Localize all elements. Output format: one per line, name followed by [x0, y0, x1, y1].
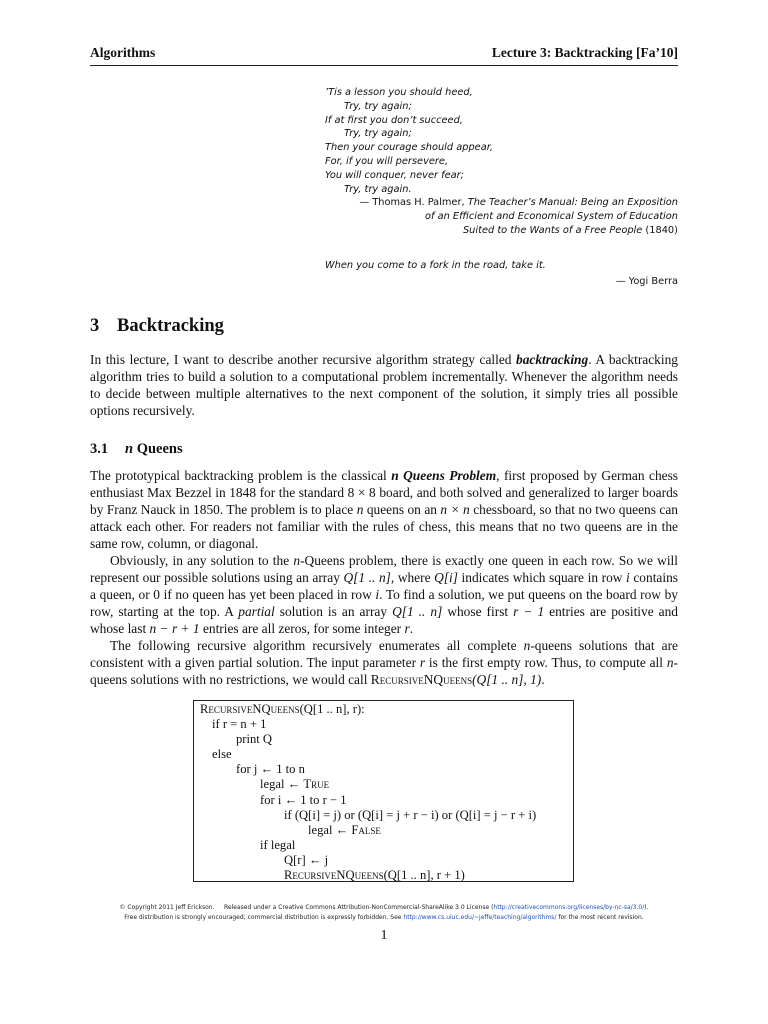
paragraph-representation — [90, 552, 678, 637]
function-args: (Q[1 .. n], 1) — [472, 672, 542, 687]
algorithm-line — [200, 717, 567, 732]
poem-attribution — [325, 196, 678, 237]
code-text: else — [212, 747, 232, 762]
function-name: RecursiveNQueens — [370, 672, 473, 687]
code-text: for j ← 1 to n — [236, 762, 305, 777]
algorithm-line — [200, 793, 567, 808]
attribution-author: — Thomas H. Palmer, — [359, 197, 468, 209]
text-run: -queens solutions with no restrictions, we would call — [90, 655, 679, 687]
poem-epigraph — [325, 86, 678, 196]
text-run: queens on an — [363, 502, 441, 517]
algorithm-line — [200, 747, 567, 762]
term-text: Queens Problem — [398, 468, 497, 483]
math-expr: Q[1 .. n] — [392, 604, 443, 619]
text-run: . — [541, 672, 545, 687]
text-run: . — [409, 621, 414, 636]
text-run: . To find a solution, we put queens on the board row by row, starting at the top. A — [90, 587, 678, 619]
boolean-constant: False — [351, 822, 381, 837]
berra-quote: When you come to a fork in the road, take it. — [325, 259, 546, 271]
attribution-title-2: of an Efficient and Economical System of Education — [425, 211, 678, 223]
math-expr: Q[1 .. n] — [343, 570, 391, 585]
algorithm-box — [193, 700, 574, 882]
text-run: whose first — [442, 604, 514, 619]
text-run: -Queens problem, there is exactly one queen in each row. So we will represent our possible solutions using an array — [90, 553, 678, 585]
poem-line: If at first you don’t succeed, — [325, 114, 463, 126]
code-text: if r = n + 1 — [212, 717, 267, 732]
section-title: Backtracking — [117, 316, 224, 336]
text-run: , first proposed by German chess enthusiast Max Bezzel in 1848 for the standard 8 × 8 board, and both solved and generalized to larger boards by Franz Nauck in 1850. The problem is to place — [90, 468, 679, 517]
attribution-title-1: The Teacher’s Manual: Being an Exposition — [467, 197, 678, 209]
footer-line-1 — [90, 903, 678, 913]
math-var: n — [293, 553, 301, 568]
code-text: for i ← 1 to r − 1 — [260, 792, 347, 807]
algorithm-line — [200, 777, 567, 792]
text-run: The prototypical backtracking problem is the classical — [90, 468, 392, 483]
text-run: solution is an array — [274, 604, 393, 619]
subsection-number: 3.1 — [90, 441, 109, 457]
subsection-var: n — [125, 441, 134, 457]
math-var: n — [666, 655, 674, 670]
text-run: Obviously, in any solution to the — [110, 553, 294, 568]
emphasis: partial — [238, 604, 275, 619]
berra-attribution: — Yogi Berra — [615, 275, 678, 287]
algorithm-line — [200, 732, 567, 747]
course-title: Algorithms — [90, 45, 156, 60]
code-text: legal ← — [260, 777, 304, 792]
text-run: is the first empty row. Thus, to compute all — [425, 655, 667, 670]
text-run: entries are all zeros, for some integer — [199, 621, 405, 636]
subsection-title: Queens — [133, 441, 183, 457]
function-name: RecursiveNQueens — [200, 702, 300, 716]
poem-line: Then your courage should appear, — [325, 142, 493, 154]
section-heading — [90, 316, 224, 337]
code-text: print Q — [236, 732, 273, 747]
footer-line-2 — [90, 913, 678, 923]
intro-paragraph — [90, 351, 678, 419]
text-run: contains a queen, or 0 if no queen has yet been placed in row — [90, 570, 678, 602]
attribution-title-3: Suited to the Wants of a Free People — [462, 224, 643, 236]
distribution-text: Free distribution is strongly encouraged; commercial distribution is expressly forbidden. See — [124, 913, 404, 921]
math-expr: r − 1 — [513, 604, 545, 619]
poem-line: Try, try again; — [344, 100, 412, 112]
page-footer — [90, 903, 678, 922]
attribution-year: (1840) — [642, 224, 678, 236]
poem-line: For, if you will persevere, — [325, 155, 449, 167]
license-text: Released under a Creative Commons Attribution-NonCommercial-ShareAlike 3.0 License ( — [224, 904, 494, 911]
paragraph-algorithm-intro — [90, 637, 678, 688]
poem-line: Try, try again. — [344, 183, 412, 195]
function-name: RecursiveNQueens — [284, 868, 384, 883]
site-link[interactable]: http://www.cs.uiuc.edu/~jeffe/teaching/algorithms/ — [403, 913, 557, 921]
lecture-title: Lecture 3: Backtracking [Fa’10] — [491, 45, 678, 60]
math-expr: n × n — [440, 502, 470, 517]
page-number: 1 — [380, 928, 388, 943]
code-text: (Q[1 .. n], r + 1) — [383, 868, 465, 883]
license-link[interactable]: http://creativecommons.org/licenses/by-nc-sa/3.0/ — [493, 904, 645, 911]
math-var: n — [356, 502, 364, 517]
text-run: , where — [390, 570, 435, 585]
code-text: if legal — [260, 837, 296, 852]
key-term — [391, 468, 496, 483]
code-text: Q[r] ← j — [284, 852, 329, 867]
text-run: . A backtracking algorithm tries to build a solution to a computational problem incrementally. Whenever the algorithm needs to decide between multiple alternatives to the next component of the solution, it simply tries all possible options recursively. — [90, 352, 678, 418]
poem-line: You will conquer, never fear; — [325, 169, 464, 181]
math-expr: Q[i] — [434, 570, 458, 585]
code-text: if (Q[i] = j) or (Q[i] = j + r − i) or (Q[i] = j − r + i) — [284, 807, 537, 822]
algorithm-line — [200, 868, 567, 883]
math-var: r — [404, 621, 410, 636]
math-expr: n − r + 1 — [149, 621, 200, 636]
license-text-end: ). — [644, 904, 649, 911]
math-var: r — [419, 655, 426, 670]
text-run: entries are positive and whose last — [90, 604, 678, 636]
math-var: i — [626, 570, 630, 585]
text-run: The following recursive algorithm recursively enumerates all complete — [110, 638, 524, 653]
key-term: backtracking — [516, 352, 589, 367]
term-var: n — [391, 468, 399, 483]
algorithm-line — [200, 823, 567, 838]
code-text: (Q[1 .. n], r): — [299, 702, 365, 716]
text-run: chessboard, so that no two queens can attack each other. For readers not familiar with the rules of chess, this means that no two queens are in the same row, column, or diagonal. — [90, 502, 678, 551]
paragraph-problem — [90, 467, 678, 552]
distribution-text-end: for the most recent revision. — [556, 913, 644, 921]
algorithm-line — [200, 702, 567, 717]
boolean-constant: True — [303, 777, 330, 792]
code-text: legal ← — [308, 822, 352, 837]
subsection-heading — [90, 441, 183, 458]
epigraphs — [325, 86, 678, 288]
poem-line: Try, try again; — [344, 128, 412, 140]
section-number: 3 — [90, 316, 100, 336]
math-var: n — [523, 638, 531, 653]
copyright-text: © Copyright 2011 Jeff Erickson. — [119, 904, 215, 911]
text-run: indicates which square in row — [457, 570, 627, 585]
text-run: In this lecture, I want to describe another recursive algorithm strategy called — [90, 352, 517, 367]
math-var: i — [375, 587, 380, 602]
poem-line: ’Tis a lesson you should heed, — [325, 87, 473, 98]
algorithm-line — [200, 838, 567, 853]
algorithm-line — [200, 808, 567, 823]
algorithm-line — [200, 762, 567, 777]
page-header — [90, 45, 678, 66]
text-run: -queens solutions that are consistent with a given partial solution. The input parameter — [90, 638, 678, 670]
algorithm-line — [200, 853, 567, 868]
